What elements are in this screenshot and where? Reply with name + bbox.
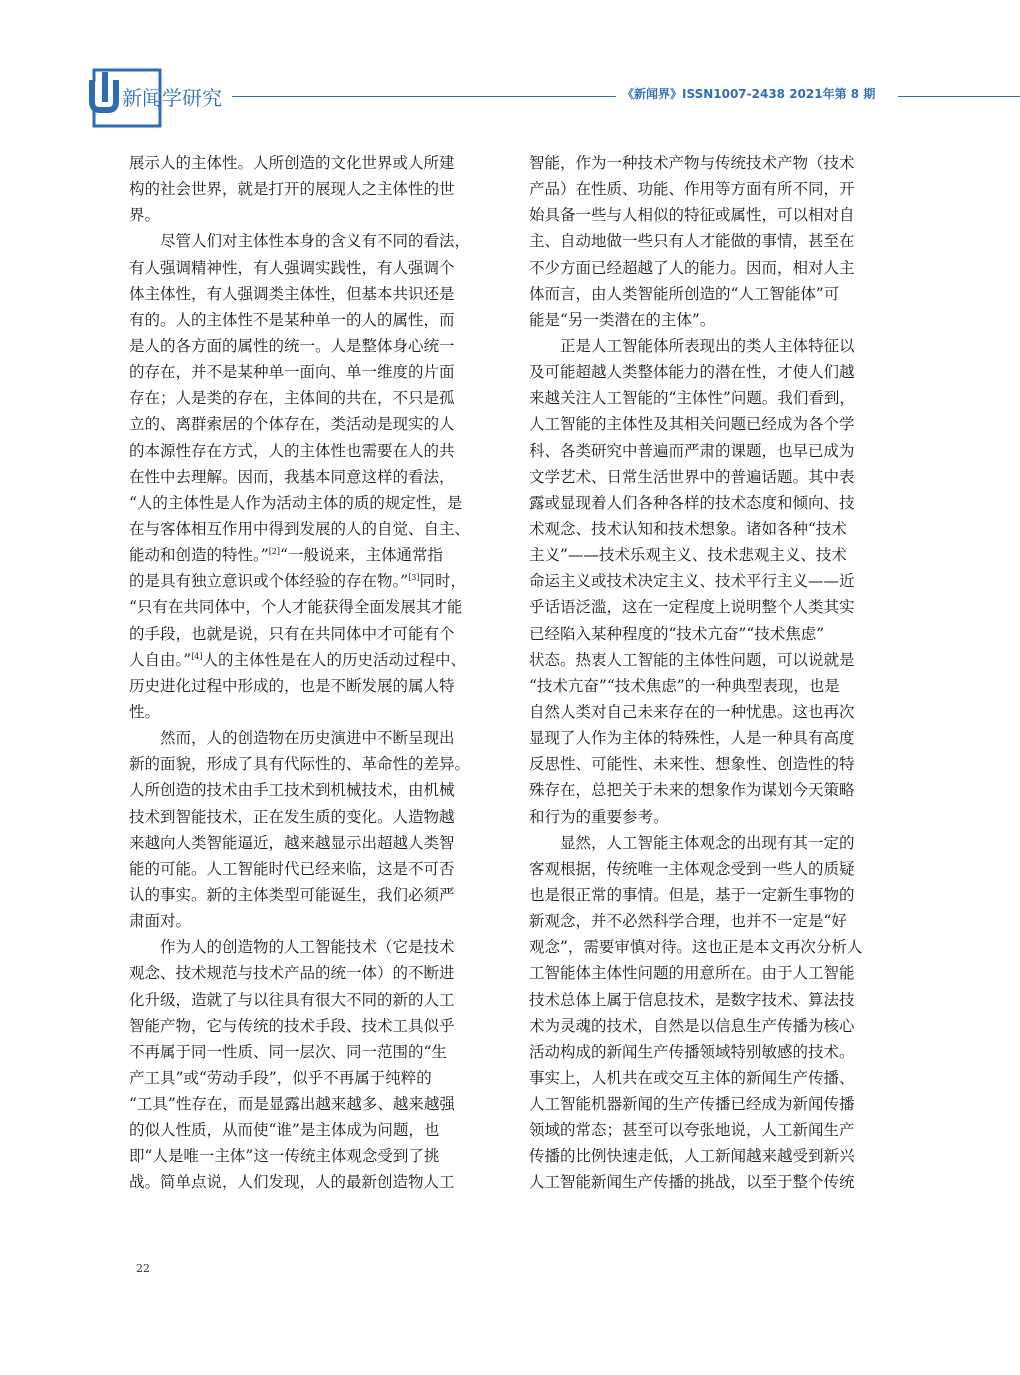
text-run: 的似人性质，从而使“谁”是主体成为问题，也 [129, 1121, 440, 1140]
text-line [529, 333, 891, 359]
text-run: 性。 [129, 702, 161, 721]
text-line [129, 568, 491, 594]
text-run: 存在；人是类的存在，主体间的共在，不只是孤 [129, 389, 455, 408]
text-line [129, 385, 491, 411]
text-line [129, 255, 491, 281]
citation-ref: [4] [191, 651, 203, 661]
text-run: 作为人的创造物的人工智能技术（它是技术 [129, 938, 455, 957]
text-run: “工具”性存在，而是显露出越来越多、越来越强 [129, 1095, 455, 1114]
text-run: 乎话语泛滥，这在一定程度上说明整个人类其实 [529, 598, 855, 617]
text-run: “人的主体性是人作为活动主体的质的规定性，是 [129, 493, 463, 512]
text-line [129, 647, 491, 673]
text-line [129, 934, 491, 960]
page-number: 22 [136, 1262, 150, 1275]
text-line [529, 647, 891, 673]
text-run: 有的。人的主体性不是某种单一的人的属性，而 [129, 310, 455, 329]
text-line [529, 438, 891, 464]
text-line [529, 490, 891, 516]
text-line [529, 1013, 891, 1039]
text-line [529, 1117, 891, 1143]
text-run: 的是具有独立意识或个体经验的存在物。” [129, 572, 409, 591]
text-line [129, 725, 491, 751]
text-line [129, 490, 491, 516]
text-line [529, 516, 891, 542]
text-line [129, 699, 491, 725]
text-run: 主义”——技术乐观主义、技术悲观主义、技术 [529, 546, 847, 565]
text-run: 在与客体相互作用中得到发展的人的自觉、自主、 [129, 519, 471, 538]
text-run: “只有在共同体中，个人才能获得全面发展其才能 [129, 598, 463, 617]
text-line [529, 699, 891, 725]
text-run: 显然，人工智能主体观念的出现有其一定的 [529, 833, 855, 852]
text-line [529, 804, 891, 830]
text-line [129, 542, 491, 568]
text-run: 领域的常态；甚至可以夸张地说，人工新闻生产 [529, 1121, 855, 1140]
text-line [129, 359, 491, 385]
journal-info: 《新闻界》ISSN1007-2438 2021年第 8 期 [622, 87, 876, 101]
text-line [529, 594, 891, 620]
text-run: 然而，人的创造物在历史演进中不断呈现出 [129, 729, 455, 748]
text-line [529, 176, 891, 202]
text-line [529, 1039, 891, 1065]
text-run: “技术亢奋”“技术焦虑”的一种典型表现，也是 [529, 676, 840, 695]
text-run: 构的社会世界，就是打开的展现人之主体性的世 [129, 180, 455, 199]
text-line [529, 987, 891, 1013]
text-run: 立的、离群索居的个体存在，类活动是现实的人 [129, 415, 455, 434]
text-run: 观念、技术规范与技术产品的统一体）的不断进 [129, 964, 455, 983]
text-line [529, 856, 891, 882]
text-run: 始具备一些与人相似的特征或属性，可以相对自 [529, 206, 855, 225]
text-run: 术为灵魂的技术，自然是以信息生产传播为核心 [529, 1016, 855, 1035]
text-line [529, 882, 891, 908]
text-run: “一般说来，主体通常指 [280, 546, 443, 565]
text-run: 的本源性存在方式，人的主体性也需要在人的共 [129, 441, 455, 460]
text-run: 化升级，造就了与以往具有很大不同的新的人工 [129, 990, 455, 1009]
text-line [129, 987, 491, 1013]
text-line [529, 150, 891, 176]
text-run: 的存在，并不是某种单一面向、单一维度的片面 [129, 363, 455, 382]
text-line [529, 725, 891, 751]
text-line [129, 411, 491, 437]
text-run: 状态。热衷人工智能的主体性问题，可以说就是 [529, 650, 855, 669]
header-rule-left [232, 96, 616, 97]
text-run: 战。简单点说，人们发现，人的最新创造物人工 [129, 1173, 455, 1192]
text-run: 的手段，也就是说，只有在共同体中才可能有个 [129, 624, 455, 643]
text-line [529, 934, 891, 960]
text-line [129, 908, 491, 934]
header-rule-right [898, 96, 1020, 97]
text-line [129, 1143, 491, 1169]
text-line [129, 594, 491, 620]
text-run: 人自由。” [129, 650, 192, 669]
text-line [529, 281, 891, 307]
text-run: 有人强调精神性，有人强调实践性，有人强调个 [129, 258, 455, 277]
text-line [529, 464, 891, 490]
text-line [129, 751, 491, 777]
text-run: 展示人的主体性。人所创造的文化世界或人所建 [129, 154, 455, 172]
text-run: 产品）在性质、功能、作用等方面有所不同，开 [529, 180, 855, 199]
text-run: 术观念、技术认知和技术想象。诸如各种“技术 [529, 519, 847, 538]
section-title: 新闻学研究 [122, 86, 222, 110]
right-column [529, 150, 891, 1196]
text-run: 反思性、可能性、未来性、想象性、创造性的特 [529, 755, 855, 774]
text-line [529, 568, 891, 594]
text-line [129, 673, 491, 699]
citation-ref: [3] [408, 573, 420, 583]
text-line [129, 830, 491, 856]
text-line [129, 202, 491, 228]
text-run: 能是“另一类潜在的主体”。 [529, 310, 716, 329]
text-line [529, 673, 891, 699]
text-line [129, 1039, 491, 1065]
text-run: 能的可能。人工智能时代已经来临，这是不可否 [129, 859, 455, 878]
text-run: 自然人类对自己未来存在的一种忧患。这也再次 [529, 702, 855, 721]
text-line [129, 1169, 491, 1195]
text-line [129, 516, 491, 542]
text-line [529, 411, 891, 437]
text-line [129, 333, 491, 359]
text-line [529, 359, 891, 385]
text-run: 体而言，由人类智能所创造的“人工智能体”可 [529, 284, 840, 303]
text-line [529, 228, 891, 254]
text-run: 新的面貌，形成了具有代际性的、革命性的差异。 [129, 755, 471, 774]
text-run: 即“人是唯一主体”这一传统主体观念受到了挑 [129, 1147, 440, 1166]
text-run: 露或显现着人们各种各样的技术态度和倾向、技 [529, 493, 855, 512]
text-run: 活动构成的新闻生产传播领域特别敏感的技术。 [529, 1042, 855, 1061]
text-run: 人工智能机器新闻的生产传播已经成为新闻传播 [529, 1095, 855, 1114]
text-line [129, 150, 491, 176]
text-line [529, 1091, 891, 1117]
text-run: 技术总体上属于信息技术，是数字技术、算法技 [529, 990, 855, 1009]
text-line [529, 1065, 891, 1091]
text-run: 认的事实。新的主体类型可能诞生，我们必须严 [129, 885, 455, 904]
text-run: 科、各类研究中普遍而严肃的课题，也早已成为 [529, 441, 855, 460]
text-run: 同时， [419, 572, 467, 591]
text-run: 人的主体性是在人的历史活动过程中、 [202, 650, 467, 669]
text-line [129, 438, 491, 464]
text-line [129, 804, 491, 830]
text-run: 殊存在，总把关于未来的想象作为谋划今天策略 [529, 781, 855, 800]
text-run: 尽管人们对主体性本身的含义有不同的看法， [129, 232, 471, 251]
text-run: 来越向人类智能逼近，越来越显示出超越人类智 [129, 833, 455, 852]
text-run: 界。 [129, 206, 161, 225]
text-line [529, 542, 891, 568]
text-line [529, 960, 891, 986]
text-run: 体主体性，有人强调类主体性，但基本共识还是 [129, 284, 455, 303]
text-line [129, 1065, 491, 1091]
text-line [529, 255, 891, 281]
text-run: 人所创造的技术由手工技术到机械技术，由机械 [129, 781, 455, 800]
text-run: 已经陷入某种程度的“技术亢奋”“技术焦虑” [529, 624, 825, 643]
text-run: 在性中去理解。因而，我基本同意这样的看法， [129, 467, 455, 486]
text-run: 及可能超越人类整体能力的潜在性，才使人们越 [529, 363, 855, 382]
text-line [129, 176, 491, 202]
text-line [529, 908, 891, 934]
text-run: 事实上，人机共在或交互主体的新闻生产传播、 [529, 1068, 855, 1087]
text-line [129, 464, 491, 490]
text-run: 人工智能的主体性及其相关问题已经成为各个学 [529, 415, 855, 434]
text-run: 历史进化过程中形成的，也是不断发展的属人特 [129, 676, 455, 695]
text-run: 传播的比例快速走低，人工新闻越来越受到新兴 [529, 1147, 855, 1166]
text-line [129, 1117, 491, 1143]
text-run: 能动和创造的特性。” [129, 546, 269, 565]
text-run: 和行为的重要参考。 [529, 807, 669, 826]
text-line [129, 1091, 491, 1117]
text-line [129, 307, 491, 333]
text-line [129, 228, 491, 254]
text-run: 不少方面已经超越了人的能力。因而，相对人主 [529, 258, 855, 277]
text-run: 人工智能新闻生产传播的挑战，以至于整个传统 [529, 1173, 855, 1192]
text-line [529, 777, 891, 803]
text-run: 主、自动地做一些只有人才能做的事情，甚至在 [529, 232, 855, 251]
text-line [529, 830, 891, 856]
text-line [129, 281, 491, 307]
text-line [529, 1169, 891, 1195]
text-run: 命运主义或技术决定主义、技术平行主义——近 [529, 572, 855, 591]
text-line [529, 1143, 891, 1169]
text-run: 正是人工智能体所表现出的类人主体特征以 [529, 336, 855, 355]
text-line [529, 385, 891, 411]
text-line [529, 751, 891, 777]
text-run: 智能，作为一种技术产物与传统技术产物（技术 [529, 154, 855, 172]
text-run: 不再属于同一性质、同一层次、同一范围的“生 [129, 1042, 447, 1061]
text-line [129, 882, 491, 908]
text-run: 技术到智能技术，正在发生质的变化。人造物越 [129, 807, 455, 826]
text-line [129, 1013, 491, 1039]
text-line [129, 960, 491, 986]
text-run: 产工具”或“劳动手段”，似乎不再属于纯粹的 [129, 1068, 432, 1087]
citation-ref: [2] [268, 546, 281, 556]
text-line [529, 621, 891, 647]
text-line [129, 621, 491, 647]
text-run: 工智能体主体性问题的用意所在。由于人工智能 [529, 964, 855, 983]
text-run: 新观念，并不必然科学合理，也并不一定是“好 [529, 912, 847, 931]
left-column [129, 150, 491, 1196]
text-run: 肃面对。 [129, 912, 192, 931]
text-line [129, 856, 491, 882]
text-line [129, 777, 491, 803]
text-run: 是人的各方面的属性的统一。人是整体身心统一 [129, 336, 455, 355]
text-run: 观念”，需要审慎对待。这也正是本文再次分析人 [529, 938, 863, 957]
text-run: 来越关注人工智能的“主体性”问题。我们看到， [529, 389, 855, 408]
text-line [529, 202, 891, 228]
text-run: 也是很正常的事情。但是，基于一定新生事物的 [529, 885, 855, 904]
text-run: 智能产物，它与传统的技术手段、技术工具似乎 [129, 1016, 455, 1035]
text-line [529, 307, 891, 333]
text-run: 显现了人作为主体的特殊性，人是一种具有高度 [529, 729, 855, 748]
text-run: 文学艺术、日常生活世界中的普遍话题。其中表 [529, 467, 855, 486]
text-run: 客观根据，传统唯一主体观念受到一些人的质疑 [529, 859, 855, 878]
